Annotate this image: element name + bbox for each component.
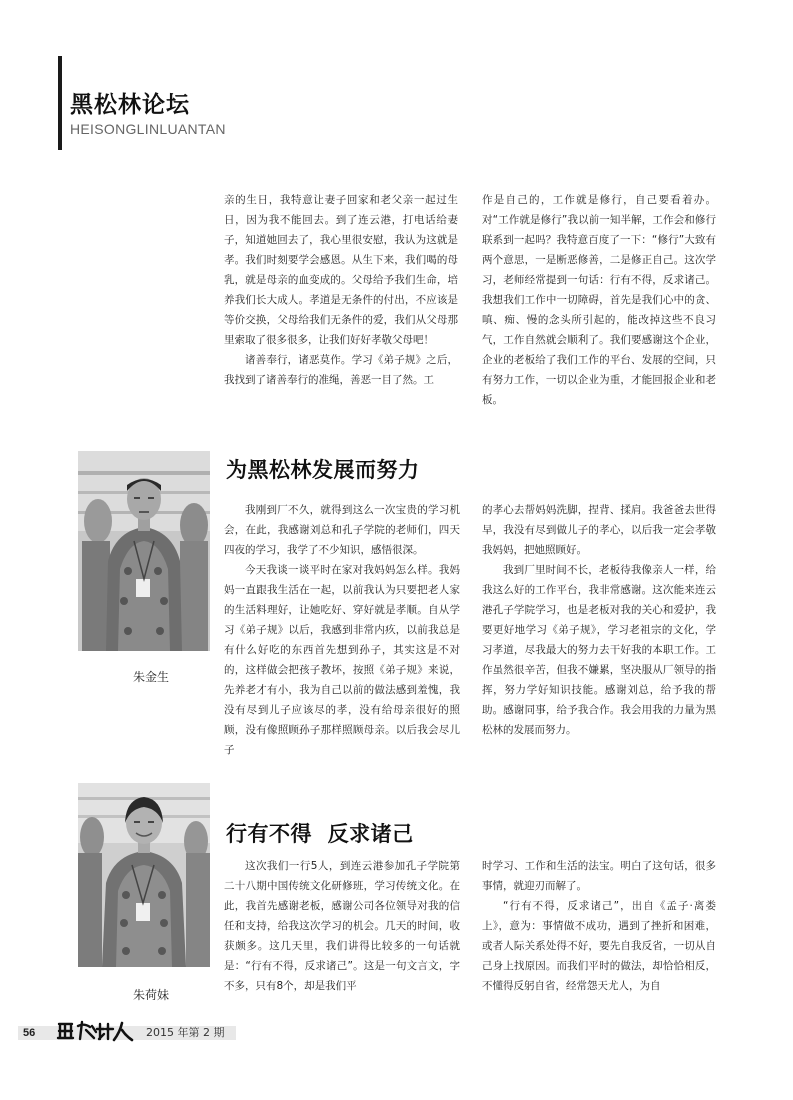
author-name: 朱金生 — [133, 670, 170, 684]
issue-label: 2015 年第 2 期 — [146, 1026, 225, 1039]
paragraph: 亲的生日，我特意让妻子回家和老父亲一起过生日，因为我不能回去。到了连云港，打电话给妻子，知道她回去了，我心里很安慰，我认为这就是孝。我们时刻要学会感恩。从生下来，我们喝的母乳，就是母亲的血变成的。父母给予我们生命，培养我们长大成人。孝道是无条件的付出，不应该是等价交换，父母给我们无条件的爱，我们从父母那里索取了很多很多，让我们好好孝敬父母吧！ — [224, 194, 458, 346]
author-name: 朱荷妹 — [133, 988, 170, 1002]
author-photo-zhu-jinsheng — [78, 451, 210, 651]
section-subtitle: HEISONGLINLUANTAN — [70, 121, 226, 137]
article1-column-right — [482, 500, 716, 740]
article1-column-left — [224, 500, 460, 760]
intro-column-right — [482, 190, 716, 410]
paragraph: 诸善奉行，诸恶莫作。学习《弟子规》之后，我找到了诸善奉行的准绳，善恶一目了然。工 — [224, 354, 458, 386]
article2-column-right — [482, 856, 716, 996]
author-photo-zhu-hemei — [78, 783, 210, 967]
paragraph: 我到厂里时间不长，老板待我像亲人一样，给我这么好的工作平台，我非常感谢。这次能来连云港孔子学院学习，也是老板对我的关心和爱护，我要更好地学习《弟子规》，学习老祖宗的文化，学习孝道，尽我最大的努力去干好我的本职工作。工作虽然很辛苦，但我不嫌累，坚决服从厂领导的指挥，努力学好知识技能。感谢刘总，给予我的帮助。感谢同事，给予我合作。我会用我的力量为黑松林的发展而努力。 — [482, 564, 716, 736]
paragraph: 今天我谈一谈平时在家对我妈妈怎么样。我妈妈一直跟我生活在一起，以前我认为只要把老人家的生活料理好，让她吃好、穿好就是孝顺。自从学习《弟子规》以后，我感到非常内疚，以前我总是有什么好吃的东西首先想到孙子，其实这是不对的，这样做会把孩子教坏，按照《弟子规》来说，先养老才有小，我为自己以前的做法感到羞愧，我没有尽到儿子应该尽的孝，没有给母亲很好的照顾，没有像照顾孙子那样照顾母亲。以后我会尽儿子 — [224, 564, 460, 756]
paragraph: 我刚到厂不久，就得到这么一次宝贵的学习机会，在此，我感谢刘总和孔子学院的老师们，四天四夜的学习，我学了不少知识，感悟很深。 — [224, 504, 460, 556]
page-number: 56 — [23, 1027, 36, 1039]
header-accent-bar — [58, 56, 62, 150]
intro-column-left — [224, 190, 458, 390]
paragraph: 的孝心去帮妈妈洗脚，捏背、揉肩。我爸爸去世得早，我没有尽到做儿子的孝心，以后我一定会孝敬我妈妈，把她照顾好。 — [482, 504, 716, 556]
article2-column-left — [224, 856, 460, 996]
paragraph: “行有不得，反求诸己”，出自《孟子·离娄上》，意为：事情做不成功，遇到了挫折和困难，或者人际关系处得不好，要先自我反省，一切从自己身上找原因。而我们平时的做法，却恰恰相反，不懂得反躬自省，经常怨天尤人，为自 — [482, 900, 716, 992]
magazine-logo — [56, 1020, 134, 1042]
paragraph: 这次我们一行5人，到连云港参加孔子学院第二十八期中国传统文化研修班，学习传统文化。在此，我首先感谢老板，感谢公司各位领导对我的信任和支持，给我这次学习的机会。几天的时间，收获颇多。这几天里，我们讲得比较多的一句话就是：“行有不得，反求诸己”。这是一句文言文，字不多，只有8个，却是我们平 — [224, 860, 460, 992]
paragraph: 时学习、工作和生活的法宝。明白了这句话，很多事情，就迎刃而解了。 — [482, 860, 716, 892]
article-title: 为黑松林发展而努力 — [226, 458, 420, 482]
paragraph: 作是自己的，工作就是修行，自己要看着办。对“工作就是修行”我以前一知半解，工作会和修行联系到一起吗？我特意百度了一下：“修行”大致有两个意思，一是断恶修善，二是修正自己。这次学习，老师经常提到一句话：行有不得，反求诸己。我想我们工作中一切障碍，首先是我们心中的贪、嗔、痴、慢的念头所引起的，能改掉这些不良习气，工作自然就会顺利了。我们要感谢这个企业，企业的老板给了我们工作的平台、发展的空间，只有努力工作，一切以企业为重，才能回报企业和老板。 — [482, 194, 716, 406]
article-title: 行有不得 反求诸己 — [226, 822, 414, 846]
section-title: 黑松林论坛 — [70, 92, 190, 118]
